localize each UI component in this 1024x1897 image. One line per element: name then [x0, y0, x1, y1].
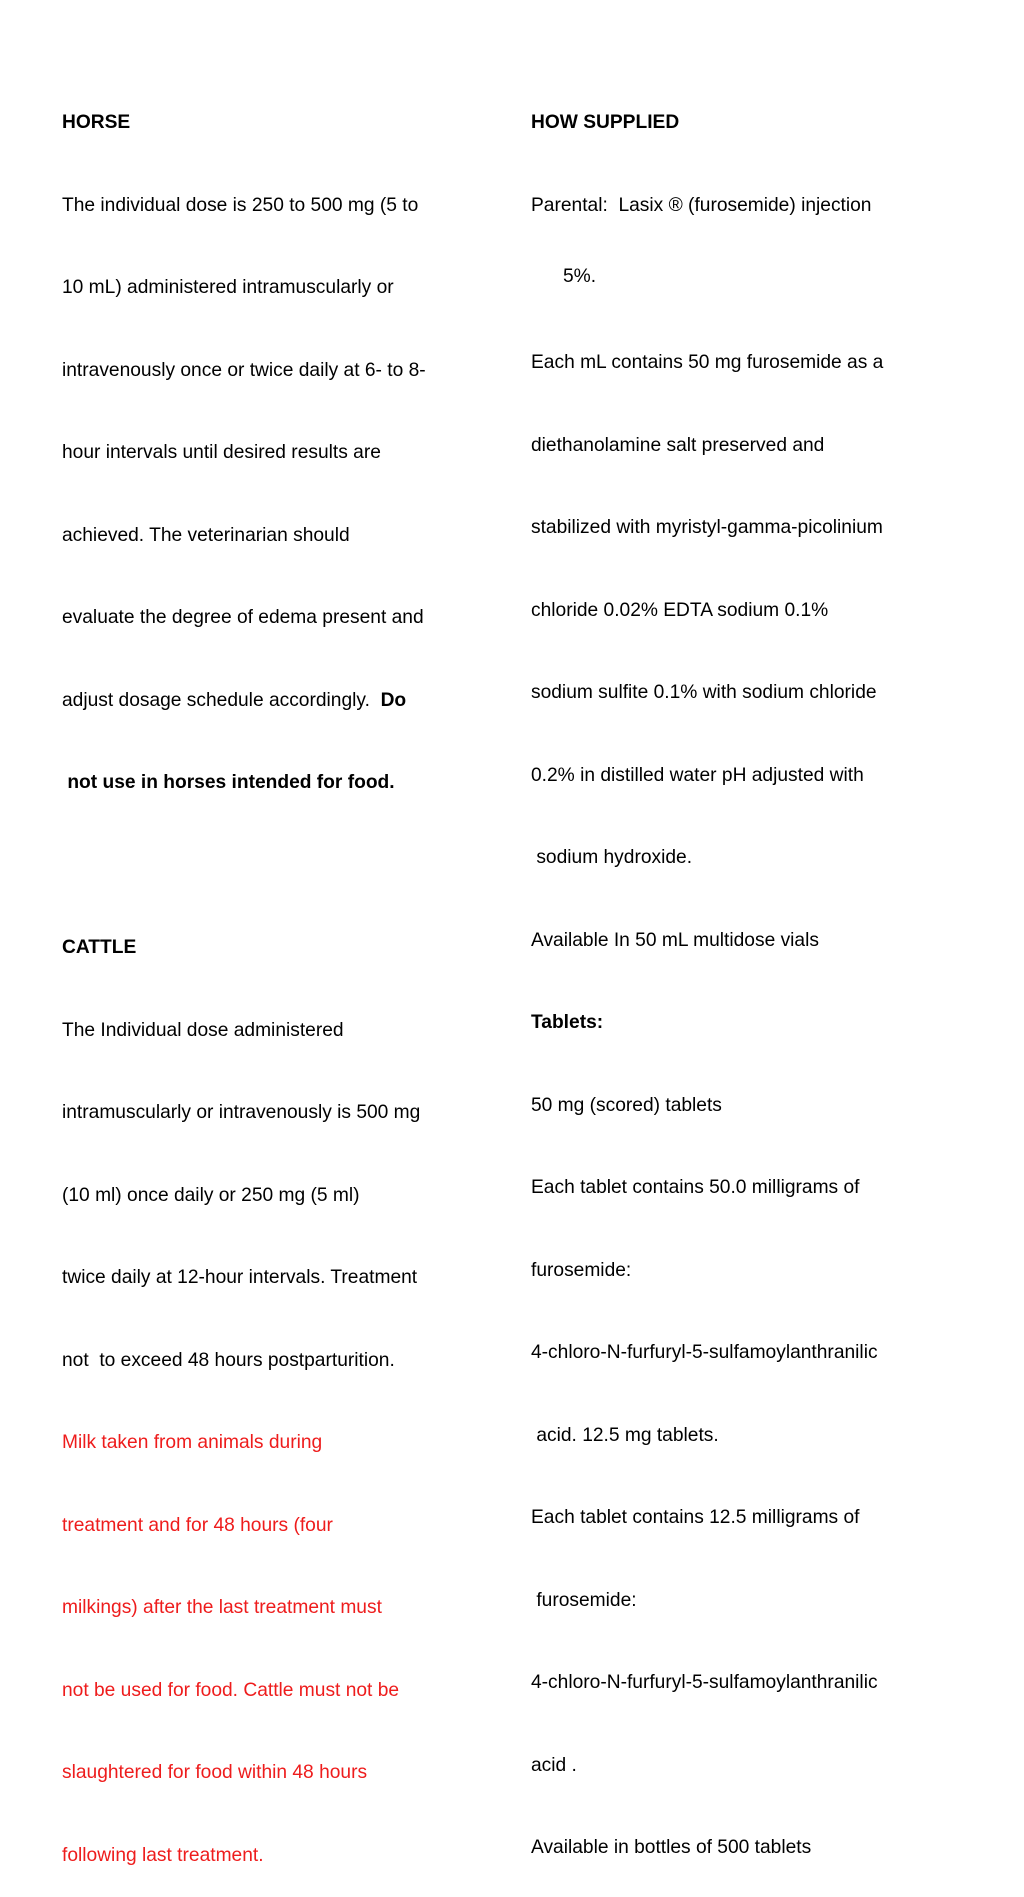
injection-line: diethanolamine salt preserved and	[531, 434, 825, 456]
horse-warning-start: Do	[380, 689, 407, 711]
horse-line: achieved. The veterinarian should	[62, 524, 350, 546]
cattle-line: twice daily at 12-hour intervals. Treatment	[62, 1267, 418, 1288]
injection-line: chloride 0.02% EDTA sodium 0.1%	[531, 599, 829, 621]
cattle-line: intramuscularly or intravenously is 500 mg	[62, 1102, 421, 1123]
horse-line: The individual dose is 250 to 500 mg (5 to	[62, 194, 419, 216]
how-supplied-heading: HOW SUPPLIED	[531, 112, 680, 133]
injection-line: stabilized with myristyl-gamma-picolinium	[531, 517, 883, 538]
cattle-warning-line: slaughtered for food within 48 hours	[62, 1762, 368, 1783]
horse-line: hour intervals until desired results are	[62, 442, 381, 463]
tablet-line: furosemide:	[531, 1589, 637, 1611]
tablet-line: acid .	[531, 1754, 577, 1776]
left-column	[62, 54, 502, 1897]
tablet-line: Each tablet contains 12.5 milligrams of	[531, 1507, 860, 1528]
section-spacer	[62, 852, 502, 880]
horse-heading: HORSE	[62, 112, 131, 133]
parental-continuation: 5%.	[531, 266, 597, 287]
cattle-heading: CATTLE	[62, 937, 137, 958]
tablet-line: furosemide:	[531, 1259, 632, 1281]
cattle-line: The Individual dose administered	[62, 1019, 344, 1041]
cattle-warning-line: Milk taken from animals during	[62, 1432, 323, 1453]
right-column	[531, 54, 971, 1889]
tablet-line: 4-chloro-N-furfuryl-5-sulfamoylanthranilic	[531, 1672, 878, 1693]
parental-line: Parental: Lasix ® (furosemide) injection	[531, 194, 872, 216]
injection-line: Each mL contains 50 mg furosemide as a	[531, 352, 884, 373]
cattle-warning-line: not be used for food. Cattle must not be	[62, 1679, 400, 1701]
cattle-warning-line: milkings) after the last treatment must	[62, 1597, 382, 1618]
tablets-heading: Tablets:	[531, 1012, 604, 1033]
injection-line: sodium hydroxide.	[531, 847, 693, 868]
tablet-line: 50 mg (scored) tablets	[531, 1094, 722, 1116]
injection-line: Available In 50 mL multidose vials	[531, 929, 819, 951]
injection-line: 0.2% in distilled water pH adjusted with	[531, 764, 864, 786]
cattle-warning-line: treatment and for 48 hours (four	[62, 1514, 333, 1536]
cattle-warning-line: following last treatment.	[62, 1844, 264, 1866]
cattle-line: (10 ml) once daily or 250 mg (5 ml)	[62, 1184, 360, 1206]
injection-line: sodium sulfite 0.1% with sodium chloride	[531, 682, 877, 703]
horse-line: 10 mL) administered intramuscularly or	[62, 277, 394, 298]
horse-line: evaluate the degree of edema present and	[62, 607, 424, 628]
cattle-line: not to exceed 48 hours postparturition.	[62, 1349, 395, 1371]
tablet-line: Available in bottles of 500 tablets	[531, 1837, 812, 1858]
tablet-line: Each tablet contains 50.0 milligrams of	[531, 1177, 860, 1198]
tablet-line: 4-chloro-N-furfuryl-5-sulfamoylanthranilic	[531, 1342, 878, 1363]
horse-last-line	[62, 687, 502, 715]
horse-line: intravenously once or twice daily at 6- to 8-	[62, 359, 426, 381]
horse-last-line-text: adjust dosage schedule accordingly.	[62, 689, 381, 711]
tablet-line: acid. 12.5 mg tablets.	[531, 1424, 719, 1446]
horse-warning: not use in horses intended for food.	[62, 772, 395, 793]
